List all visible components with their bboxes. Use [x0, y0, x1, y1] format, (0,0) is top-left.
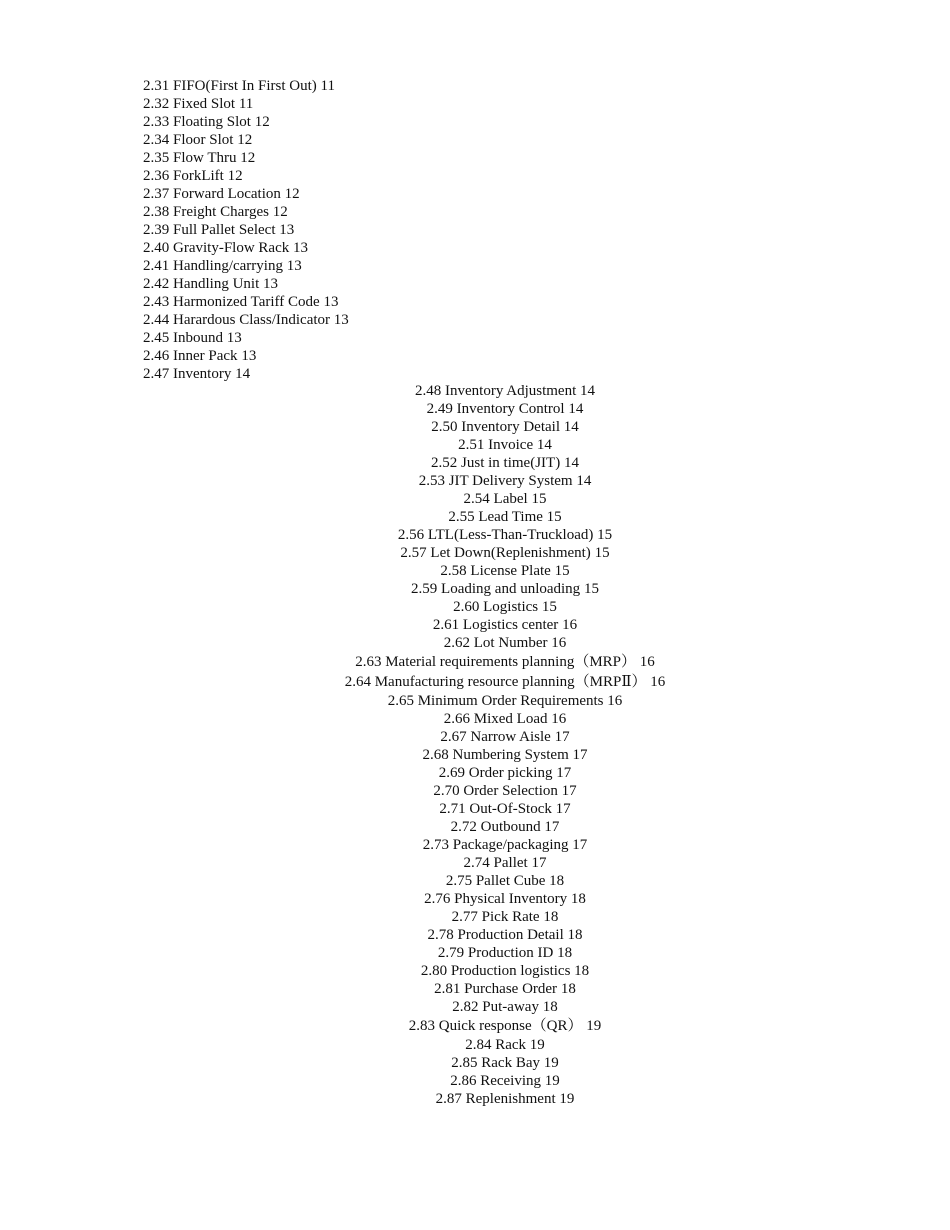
toc-entry-title: Inner Pack	[173, 348, 238, 364]
toc-entry-number: 2.78	[427, 927, 454, 943]
toc-entry-title: Inbound	[173, 330, 223, 346]
toc-entry-title: Inventory Detail	[461, 419, 560, 435]
toc-entry-page-number: 12	[227, 168, 243, 184]
toc-entry	[143, 95, 543, 113]
toc-left-block	[143, 77, 543, 383]
toc-entry	[205, 490, 805, 508]
toc-entry-page-number: 16	[551, 635, 567, 651]
toc-entry-page-number: 13	[226, 330, 242, 346]
toc-entry-title: Pallet Cube	[475, 873, 546, 889]
toc-entry-title: Material requirements planning（MRP）	[385, 654, 637, 670]
toc-entry	[205, 672, 805, 692]
toc-entry	[205, 872, 805, 890]
toc-entry-page-number: 15	[541, 599, 557, 615]
toc-entry-number: 2.83	[408, 1018, 435, 1034]
toc-entry-title: Just in time(JIT)	[461, 455, 561, 471]
toc-entry-page-number: 14	[563, 419, 579, 435]
toc-entry-number: 2.54	[463, 491, 490, 507]
toc-entry-title: Order picking	[468, 765, 553, 781]
toc-entry	[143, 167, 543, 185]
toc-entry-number: 2.62	[443, 635, 470, 651]
toc-entry-number: 2.74	[463, 855, 490, 871]
toc-entry-page-number: 13	[286, 258, 302, 274]
toc-entry-page-number: 17	[572, 837, 588, 853]
toc-entry-title: Out-Of-Stock	[469, 801, 552, 817]
toc-entry-page-number: 18	[543, 909, 559, 925]
toc-entry-number: 2.60	[453, 599, 480, 615]
toc-entry	[205, 836, 805, 854]
toc-entry-page-number: 13	[263, 276, 278, 292]
toc-entry-page-number: 12	[240, 150, 256, 166]
toc-entry	[205, 598, 805, 616]
toc-entry-page-number: 16	[639, 654, 655, 670]
toc-entry-number: 2.36	[143, 168, 170, 184]
toc-entry	[143, 329, 543, 347]
toc-entry-title: Lot Number	[473, 635, 548, 651]
toc-entry-title: Freight Charges	[173, 204, 269, 220]
toc-entry	[205, 562, 805, 580]
toc-entry	[205, 944, 805, 962]
toc-entry	[143, 203, 543, 221]
toc-entry	[205, 980, 805, 998]
toc-entry-page-number: 19	[559, 1091, 575, 1107]
toc-entry-page-number: 14	[563, 455, 579, 471]
toc-entry-title: Inventory Control	[456, 401, 565, 417]
toc-entry-number: 2.80	[420, 963, 448, 979]
toc-entry-page-number: 13	[279, 222, 295, 238]
toc-entry-title: Physical Inventory	[454, 891, 568, 907]
toc-entry-title: Manufacturing resource planning（MRPⅡ）	[374, 674, 647, 690]
toc-entry-number: 2.32	[143, 96, 170, 112]
toc-entry	[143, 239, 543, 257]
toc-entry-title: Let Down(Replenishment)	[430, 545, 591, 561]
toc-entry-page-number: 18	[574, 963, 590, 979]
toc-entry-page-number: 15	[594, 545, 610, 561]
toc-entry-title: Mixed Load	[473, 711, 548, 727]
toc-entry-page-number: 12	[272, 204, 288, 220]
toc-entry-number: 2.38	[143, 204, 170, 220]
toc-entry-title: Production ID	[467, 945, 554, 961]
toc-entry-number: 2.57	[400, 545, 427, 561]
toc-entry-page-number: 13	[241, 348, 257, 364]
toc-entry-page-number: 17	[554, 729, 570, 745]
toc-entry-title: Quick response（QR）	[438, 1018, 583, 1034]
toc-entry-title: Loading and unloading	[441, 581, 581, 597]
toc-entry	[205, 472, 805, 490]
toc-entry-page-number: 16	[562, 617, 578, 633]
toc-entry-page-number: 14	[568, 401, 584, 417]
toc-entry-page-number: 15	[546, 509, 562, 525]
toc-entry-page-number: 17	[561, 783, 577, 799]
toc-entry-number: 2.76	[424, 891, 451, 907]
toc-entry	[205, 998, 805, 1016]
toc-entry-title: FIFO(First In First Out)	[173, 78, 317, 94]
toc-entry-page-number: 17	[531, 855, 547, 871]
toc-entry-title: Put-away	[482, 999, 539, 1015]
toc-entry	[205, 634, 805, 652]
toc-entry-page-number: 18	[549, 873, 565, 889]
toc-entry-title: Narrow Aisle	[470, 729, 551, 745]
toc-entry	[143, 293, 543, 311]
toc-entry	[205, 926, 805, 944]
toc-entry	[205, 890, 805, 908]
toc-entry-number: 2.59	[411, 581, 438, 597]
toc-entry-page-number: 19	[586, 1018, 602, 1034]
toc-entry-number: 2.79	[437, 945, 465, 961]
toc-entry	[205, 382, 805, 400]
toc-entry-page-number: 19	[543, 1055, 559, 1071]
toc-entry-title: Pallet	[493, 855, 528, 871]
toc-entry-number: 2.68	[422, 747, 449, 763]
toc-entry-title: Harardous Class/Indicator	[173, 312, 331, 328]
toc-entry-title: Forward Location	[173, 186, 281, 202]
toc-entry-page-number: 15	[531, 491, 547, 507]
toc-entry-page-number: 14	[536, 437, 552, 453]
toc-entry-number: 2.77	[451, 909, 478, 925]
toc-entry	[205, 508, 805, 526]
toc-entry-title: Rack	[495, 1037, 527, 1053]
toc-entry-number: 2.42	[143, 276, 170, 292]
toc-entry-number: 2.82	[452, 999, 479, 1015]
toc-entry	[205, 962, 805, 980]
toc-entry-title: Production logistics	[450, 963, 571, 979]
toc-entry	[143, 113, 543, 131]
toc-entry-page-number: 11	[238, 96, 254, 112]
toc-entry-title: Full Pallet Select	[173, 222, 276, 238]
toc-entry	[205, 652, 805, 672]
toc-entry-number: 2.41	[143, 258, 170, 274]
toc-entry	[143, 347, 543, 365]
toc-entry-number: 2.70	[433, 783, 460, 799]
toc-entry-number: 2.64	[344, 674, 371, 690]
toc-entry-page-number: 12	[284, 186, 300, 202]
toc-entry-number: 2.81	[434, 981, 461, 997]
toc-entry	[205, 1090, 805, 1108]
toc-entry-title: JIT Delivery System	[448, 473, 573, 489]
toc-entry-page-number: 14	[235, 366, 251, 382]
toc-entry-page-number: 17	[572, 747, 588, 763]
toc-entry-page-number: 14	[580, 383, 595, 399]
toc-entry-title: Floor Slot	[173, 132, 234, 148]
toc-entry-title: Lead Time	[478, 509, 543, 525]
toc-entry-title: Outbound	[480, 819, 541, 835]
toc-entry	[205, 544, 805, 562]
toc-entry	[205, 710, 805, 728]
toc-entry-page-number: 13	[292, 240, 308, 256]
toc-entry-number: 2.63	[355, 654, 382, 670]
toc-entry-title: Harmonized Tariff Code	[173, 294, 320, 310]
toc-entry-number: 2.66	[443, 711, 470, 727]
toc-entry-title: Production Detail	[457, 927, 564, 943]
toc-center-block	[205, 382, 805, 1108]
toc-entry-number: 2.65	[387, 693, 414, 709]
toc-entry-number: 2.49	[426, 401, 453, 417]
toc-entry-title: Inventory	[173, 366, 232, 382]
toc-entry-number: 2.58	[440, 563, 467, 579]
toc-entry-title: Numbering System	[452, 747, 569, 763]
toc-entry	[143, 365, 543, 383]
toc-entry-page-number: 16	[551, 711, 567, 727]
toc-entry	[143, 275, 543, 293]
toc-entry-page-number: 18	[567, 927, 583, 943]
toc-entry-page-number: 15	[554, 563, 570, 579]
toc-entry	[205, 1016, 805, 1036]
toc-entry-number: 2.51	[458, 437, 485, 453]
toc-entry-title: Logistics	[483, 599, 539, 615]
toc-entry-number: 2.61	[432, 617, 460, 633]
toc-entry-page-number: 11	[320, 78, 335, 94]
toc-entry	[205, 616, 805, 634]
toc-entry-title: Order Selection	[463, 783, 558, 799]
toc-entry-number: 2.85	[451, 1055, 478, 1071]
toc-entry-number: 2.35	[143, 150, 170, 166]
toc-entry	[143, 77, 543, 95]
toc-entry-title: Handling Unit	[173, 276, 260, 292]
toc-entry-page-number: 18	[557, 945, 573, 961]
toc-entry-page-number: 15	[597, 527, 613, 543]
toc-entry-number: 2.48	[415, 383, 442, 399]
toc-entry-number: 2.72	[450, 819, 477, 835]
toc-entry	[205, 728, 805, 746]
toc-entry-number: 2.56	[397, 527, 425, 543]
toc-entry-number: 2.33	[143, 114, 170, 130]
toc-entry-number: 2.43	[143, 294, 170, 310]
toc-entry-page-number: 18	[570, 891, 586, 907]
toc-entry-number: 2.73	[422, 837, 449, 853]
toc-entry-title: License Plate	[470, 563, 551, 579]
toc-entry-title: Invoice	[488, 437, 534, 453]
toc-entry-page-number: 12	[254, 114, 270, 130]
toc-entry	[205, 818, 805, 836]
toc-entry	[143, 185, 543, 203]
toc-entry-title: ForkLift	[173, 168, 224, 184]
toc-entry-title: Pick Rate	[481, 909, 540, 925]
toc-entry-page-number: 16	[607, 693, 623, 709]
toc-entry	[143, 149, 543, 167]
toc-entry	[205, 764, 805, 782]
toc-entry-title: Receiving	[480, 1073, 542, 1089]
toc-entry-page-number: 17	[544, 819, 560, 835]
toc-entry	[205, 854, 805, 872]
toc-entry-number: 2.31	[143, 78, 170, 94]
toc-entry-title: Label	[493, 491, 528, 507]
toc-entry-page-number: 13	[323, 294, 339, 310]
toc-entry	[205, 580, 805, 598]
toc-entry-title: Replenishment	[465, 1091, 556, 1107]
toc-entry-number: 2.75	[445, 873, 473, 889]
toc-entry-title: Logistics center	[462, 617, 559, 633]
toc-entry-number: 2.71	[439, 801, 466, 817]
toc-entry-number: 2.34	[143, 132, 170, 148]
toc-entry	[205, 1036, 805, 1054]
toc-entry-number: 2.53	[418, 473, 445, 489]
toc-entry-number: 2.50	[431, 419, 458, 435]
toc-entry	[143, 221, 543, 239]
toc-entry-title: Flow Thru	[173, 150, 237, 166]
toc-entry	[205, 692, 805, 710]
toc-entry	[205, 526, 805, 544]
toc-entry-page-number: 19	[544, 1073, 560, 1089]
toc-entry	[205, 436, 805, 454]
toc-entry-page-number: 18	[542, 999, 558, 1015]
toc-entry-title: Fixed Slot	[173, 96, 236, 112]
toc-entry-number: 2.46	[143, 348, 170, 364]
toc-entry	[143, 131, 543, 149]
toc-entry-page-number: 13	[333, 312, 349, 328]
toc-entry	[205, 418, 805, 436]
toc-entry-page-number: 18	[560, 981, 576, 997]
toc-entry-title: Handling/carrying	[173, 258, 283, 274]
toc-entry-title: Inventory Adjustment	[445, 383, 577, 399]
toc-entry-page-number: 19	[529, 1037, 545, 1053]
toc-entry-title: Purchase Order	[464, 981, 558, 997]
toc-entry-number: 2.40	[143, 240, 170, 256]
toc-entry-number: 2.87	[435, 1091, 462, 1107]
toc-entry-page-number: 17	[556, 765, 572, 781]
toc-entry-page-number: 15	[583, 581, 599, 597]
toc-entry-number: 2.37	[143, 186, 170, 202]
toc-entry-number: 2.44	[143, 312, 170, 328]
toc-entry-number: 2.67	[440, 729, 467, 745]
toc-entry-page-number: 14	[576, 473, 592, 489]
toc-entry-number: 2.86	[450, 1073, 477, 1089]
toc-entry-number: 2.55	[448, 509, 475, 525]
toc-entry	[205, 454, 805, 472]
toc-entry	[205, 400, 805, 418]
toc-entry-number: 2.84	[465, 1037, 492, 1053]
toc-entry-number: 2.45	[143, 330, 170, 346]
toc-entry	[205, 1072, 805, 1090]
toc-entry-title: Rack Bay	[481, 1055, 540, 1071]
toc-entry-page-number: 12	[237, 132, 253, 148]
toc-entry-number: 2.47	[143, 366, 170, 382]
toc-entry-page-number: 17	[555, 801, 571, 817]
toc-entry-number: 2.39	[143, 222, 170, 238]
toc-entry-title: Package/packaging	[452, 837, 569, 853]
toc-entry-title: Minimum Order Requirements	[417, 693, 604, 709]
toc-entry	[205, 782, 805, 800]
toc-entry-page-number: 16	[650, 674, 666, 690]
toc-entry-title: LTL(Less-Than-Truckload)	[427, 527, 594, 543]
toc-entry-title: Floating Slot	[173, 114, 251, 130]
toc-entry	[143, 311, 543, 329]
toc-entry	[205, 908, 805, 926]
toc-entry	[205, 746, 805, 764]
toc-entry	[205, 800, 805, 818]
toc-entry-title: Gravity-Flow Rack	[173, 240, 290, 256]
toc-entry-number: 2.52	[431, 455, 458, 471]
toc-entry	[205, 1054, 805, 1072]
toc-entry	[143, 257, 543, 275]
toc-entry-number: 2.69	[438, 765, 465, 781]
